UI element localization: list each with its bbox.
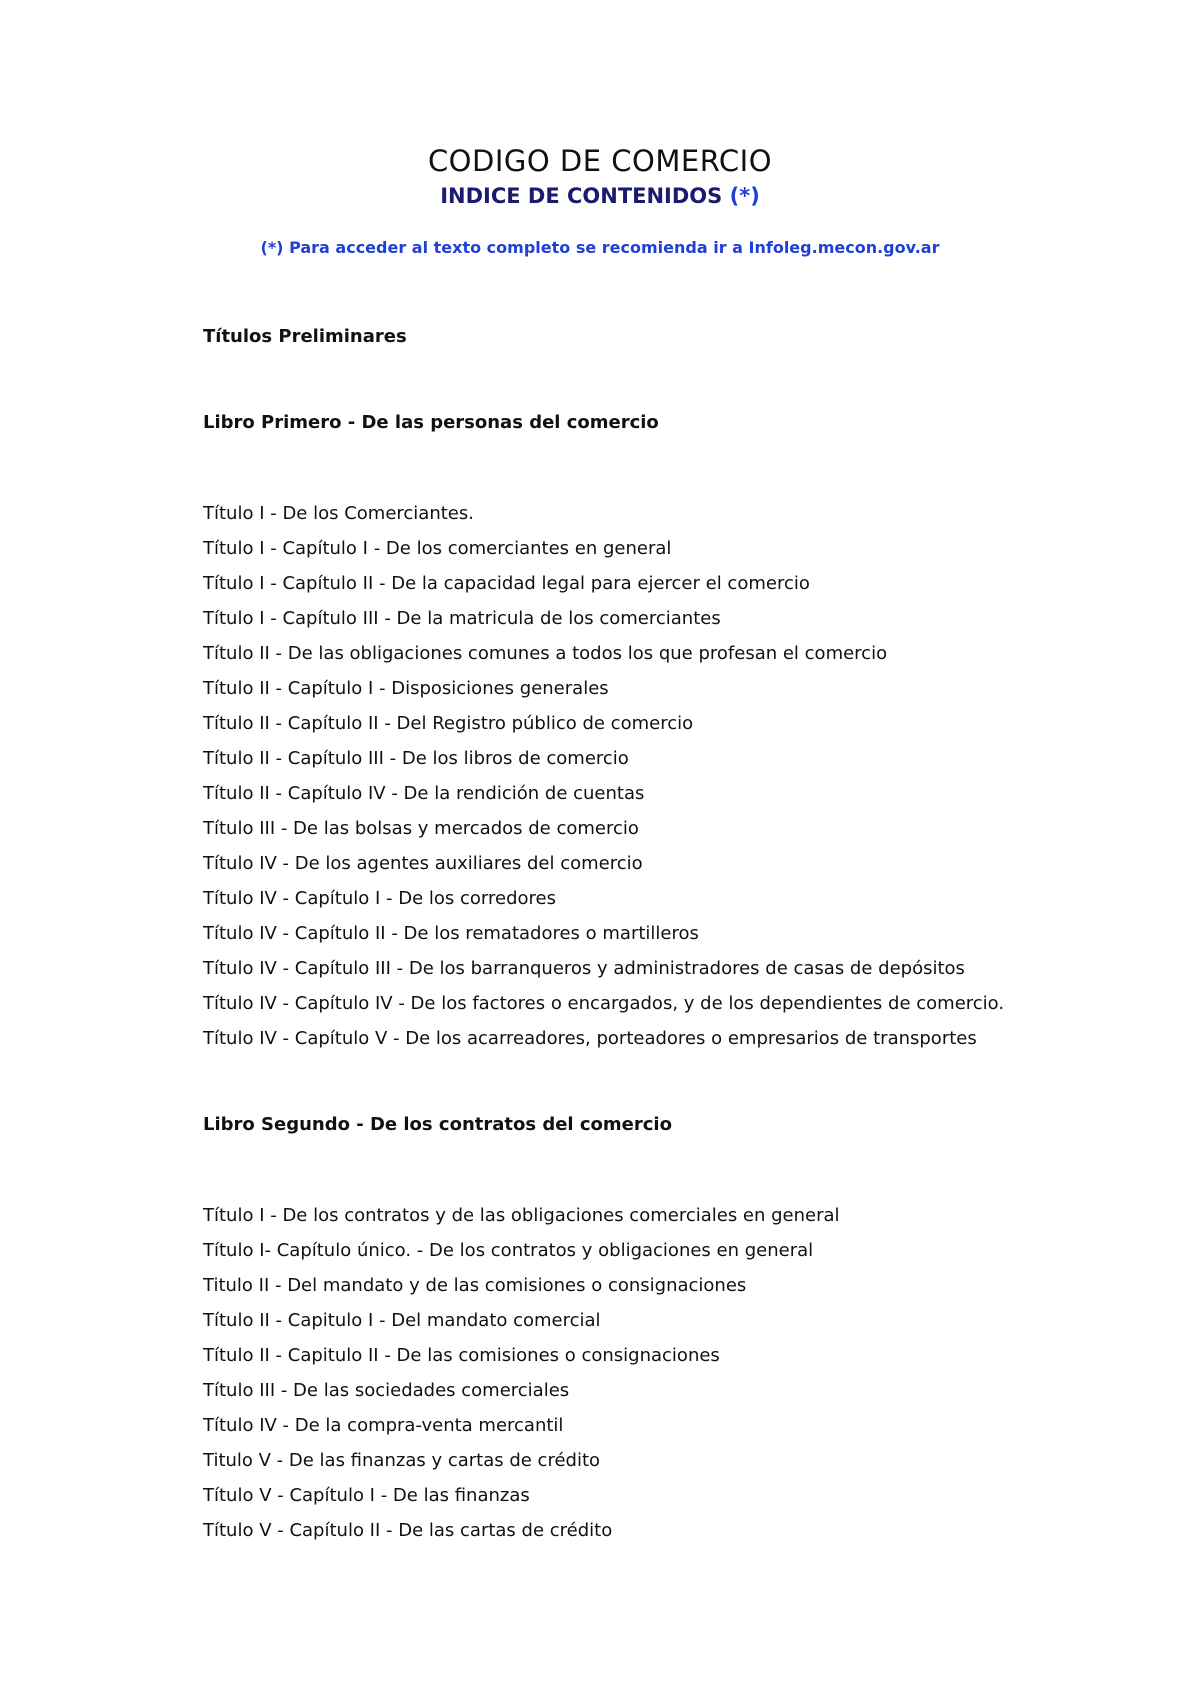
toc-entry-link[interactable]: Título IV - Capítulo V - De los acarreadores, porteadores o empresarios de transportes [203,1028,977,1049]
toc-entry-link[interactable]: Título I - Capítulo II - De la capacidad legal para ejercer el comercio [203,573,810,594]
document-subtitle [0,184,1200,208]
subtitle-footnote-marker: (*) [729,184,760,208]
toc-entry-link[interactable]: Título I- Capítulo único. - De los contratos y obligaciones en general [203,1240,814,1261]
toc-entry-link[interactable]: Título IV - Capítulo II - De los rematadores o martilleros [203,923,699,944]
toc-entry-link[interactable]: Título I - De los contratos y de las obligaciones comerciales en general [203,1205,840,1226]
toc-entry-link[interactable]: Título III - De las sociedades comerciales [203,1380,570,1401]
toc-entry-link[interactable]: Título II - De las obligaciones comunes a todos los que profesan el comercio [203,643,888,664]
toc-entry-link[interactable]: Título IV - Capítulo IV - De los factores o encargados, y de los dependientes de comercio. [203,993,1005,1014]
footnote-link-note[interactable]: (*) Para acceder al texto completo se recomienda ir a Infoleg.mecon.gov.ar [260,238,940,257]
toc-entry-link[interactable]: Titulo V - De las finanzas y cartas de crédito [203,1450,601,1471]
toc-entry-link[interactable]: Título II - Capítulo I - Disposiciones generales [203,678,609,699]
toc-entry-link[interactable]: Titulo II - Del mandato y de las comisiones o consignaciones [203,1275,747,1296]
document-title: CODIGO DE COMERCIO [427,144,773,178]
toc-entry-link[interactable]: Título III - De las bolsas y mercados de comercio [203,818,639,839]
toc-entry-link[interactable]: Título I - Capítulo I - De los comerciantes en general [203,538,672,559]
toc-entry-link[interactable]: Título IV - De la compra-venta mercantil [203,1415,564,1436]
section-heading-libro-segundo[interactable]: Libro Segundo - De los contratos del comercio [203,1114,672,1135]
toc-entry-link[interactable]: Título II - Capítulo III - De los libros de comercio [203,748,629,769]
toc-entry-link[interactable]: Título II - Capitulo I - Del mandato comercial [203,1310,601,1331]
toc-entry-link[interactable]: Título I - Capítulo III - De la matricula de los comerciantes [203,608,721,629]
toc-entry-link[interactable]: Título V - Capítulo I - De las finanzas [203,1485,530,1506]
libro-segundo-entries [203,1198,840,1548]
libro-primero-entries [203,496,1004,1056]
toc-entry-link[interactable]: Título I - De los Comerciantes. [203,503,474,524]
toc-entry-link[interactable]: Título II - Capítulo IV - De la rendición de cuentas [203,783,645,804]
toc-entry-link[interactable]: Título IV - Capítulo III - De los barranqueros y administradores de casas de depósitos [203,958,965,979]
section-heading-preliminares[interactable]: Títulos Preliminares [203,326,407,347]
toc-entry-link[interactable]: Título IV - De los agentes auxiliares del comercio [203,853,643,874]
section-heading-libro-primero[interactable]: Libro Primero - De las personas del comercio [203,412,659,433]
toc-entry-link[interactable]: Título V - Capítulo II - De las cartas de crédito [203,1520,613,1541]
toc-entry-link[interactable]: Título IV - Capítulo I - De los corredores [203,888,556,909]
subtitle-text: INDICE DE CONTENIDOS [440,184,723,208]
toc-entry-link[interactable]: Título II - Capitulo II - De las comisiones o consignaciones [203,1345,720,1366]
toc-entry-link[interactable]: Título II - Capítulo II - Del Registro público de comercio [203,713,694,734]
